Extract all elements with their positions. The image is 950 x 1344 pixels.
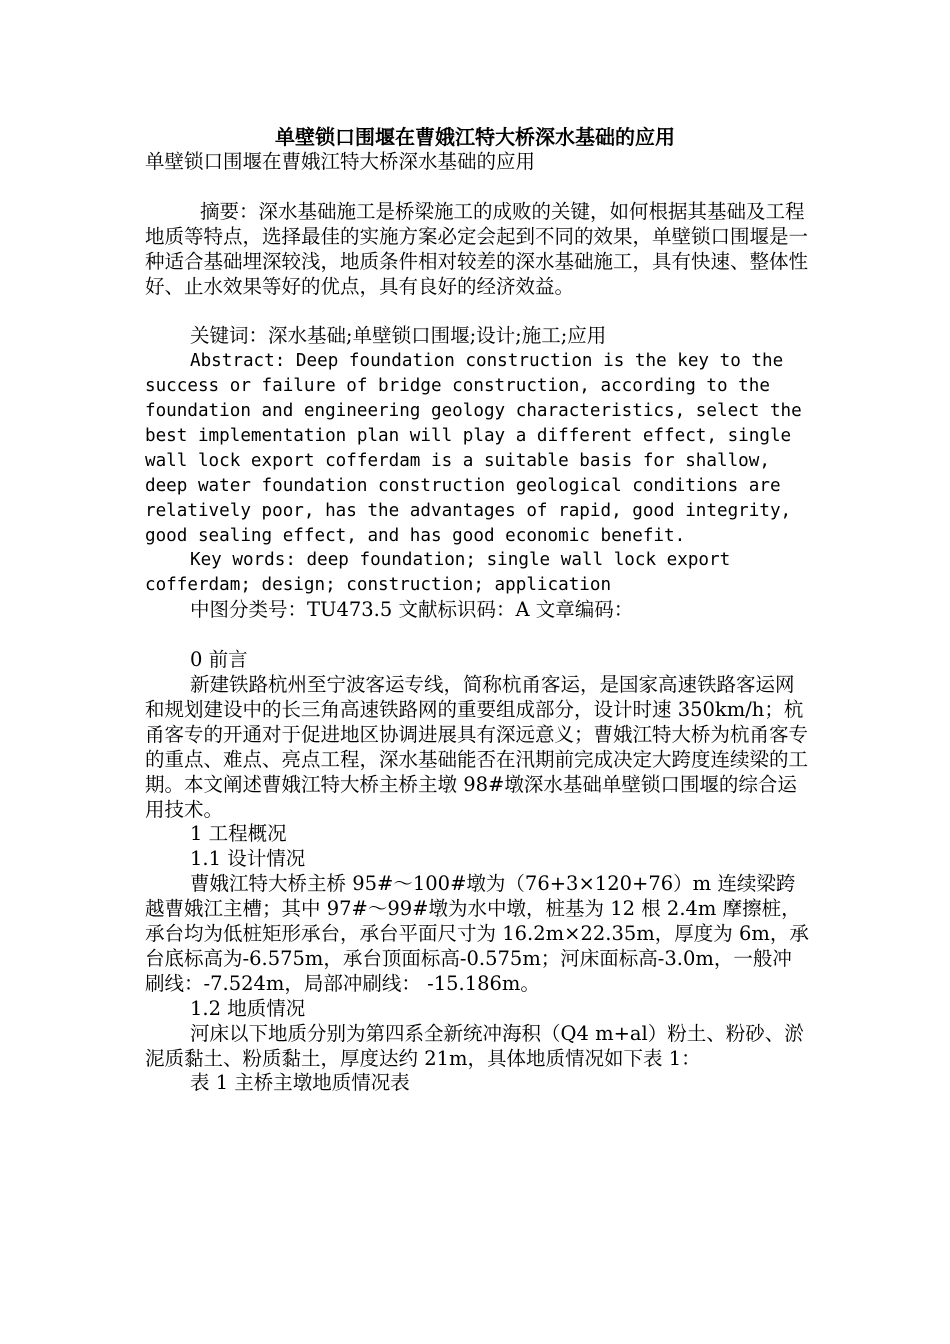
document-body [145, 150, 810, 1096]
spacer [145, 299, 810, 324]
table-1-caption: 表 1 主桥主墩地质情况表 [190, 1071, 410, 1095]
section-0-heading: 0 前言 [190, 648, 248, 672]
document-title: 单壁锁口围堰在曹娥江特大桥深水基础的应用 [275, 125, 675, 149]
abstract-en: Abstract: Deep foundation construction is the key to the success or failure of bridge construction, according to the foundation and engineering geology characteristics, select the best implementation plan will play a different effect, single wall lock export cofferdam is a suitable basis for shallow, deep water foundation construction geological conditions are relatively poor, has the advantages of rapid, good integrity, good sealing effect, and has good economic benefit. [145, 351, 802, 546]
section-1-2-paragraph: 河床以下地质分别为第四系全新统冲海积（Q4 m+al）粉土、粉砂、淤泥质黏土、粉质黏土，厚度达约 21m，具体地质情况如下表 1： [145, 1021, 804, 1070]
keywords-cn: 关键词：深水基础;单壁锁口围堰;设计;施工;应用 [190, 324, 607, 348]
section-1-2-heading: 1.2 地质情况 [190, 996, 306, 1020]
section-1-1-heading: 1.1 设计情况 [190, 847, 306, 871]
section-1-1-paragraph: 曹娥江特大桥主桥 95#～100#墩为（76+3×120+76）m 连续梁跨越曹娥江主槽；其中 97#～99#墩为水中墩，桩基为 12 根 2.4m 摩擦桩，承台均为低桩矩形承台，承台平面尺寸为 16.2m×22.35m，厚度为 6m，承台底标高为-6.575m，承台顶面标高-0.575m；河床面标高-3.0m，一般冲刷线：-7.524m，局部冲刷线： -15.186m。 [145, 872, 809, 995]
spacer [145, 623, 810, 648]
abstract-cn: 摘要：深水基础施工是桥梁施工的成败的关键，如何根据其基础及工程地质等特点，选择最佳的实施方案必定会起到不同的效果，单壁锁口围堰是一种适合基础埋深较浅，地质条件相对较差的深水基础施工，具有快速、整体性好、止水效果等好的优点，具有良好的经济效益。 [145, 199, 809, 298]
section-0-paragraph: 新建铁路杭州至宁波客运专线，简称杭甬客运，是国家高速铁路客运网和规划建设中的长三角高速铁路网的重要组成部分，设计时速 350km/h；杭甬客专的开通对于促进地区协调进展具有深远意义；曹娥江特大桥为杭甬客专的重点、难点、亮点工程，深水基础能否在汛期前完成决定大跨度连续梁的工期。本文阐述曹娥江特大桥主桥主墩 98#墩深水基础单壁锁口围堰的综合运用技术。 [145, 672, 809, 821]
spacer [145, 175, 810, 200]
classification-line: 中图分类号：TU473.5 文献标识码：A 文章编码： [190, 598, 634, 622]
keywords-en: Key words: deep foundation; single wall lock export cofferdam; design; construction; application [145, 550, 731, 596]
document-subtitle: 单壁锁口围堰在曹娥江特大桥深水基础的应用 [145, 150, 536, 173]
section-1-heading: 1 工程概况 [190, 822, 287, 846]
